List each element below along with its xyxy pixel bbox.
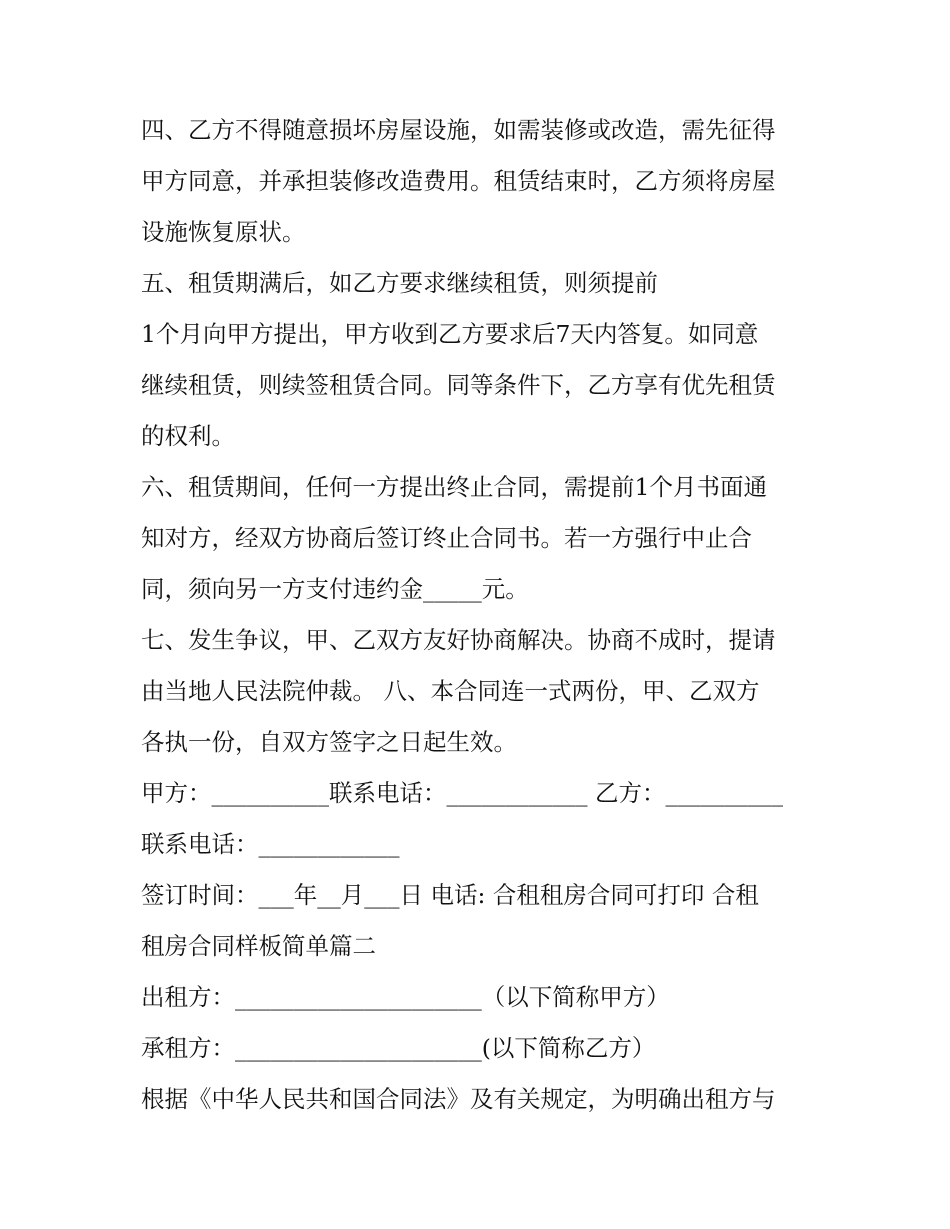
text-line: 甲方同意，并承担装修改造费用。租赁结束时，乙方须将房屋 bbox=[141, 167, 776, 195]
text-line: 知对方，经双方协商后签订终止合同书。若一方强行中止合 bbox=[141, 524, 752, 552]
section-title-line: 租房合同样板简单篇二 bbox=[141, 932, 376, 960]
signature-line-party-a-b: 甲方：__________联系电话：____________ 乙方：__________ bbox=[141, 779, 783, 807]
text-line: 继续租赁，则续签租赁合同。同等条件下，乙方享有优先租赁 bbox=[141, 371, 776, 399]
document-body bbox=[141, 105, 821, 1125]
lessor-line: 出租方：_____________________（以下简称甲方） bbox=[141, 983, 670, 1011]
text-line: 根据《中华人民共和国合同法》及有关规定，为明确出租方与 bbox=[141, 1085, 776, 1113]
text-line: 四、乙方不得随意损坏房屋设施，如需装修或改造，需先征得 bbox=[141, 116, 776, 144]
text-line: 设施恢复原状。 bbox=[141, 218, 306, 246]
signature-line-phone: 联系电话：____________ bbox=[141, 830, 400, 858]
text-line: 各执一份，自双方签字之日起生效。 bbox=[141, 728, 517, 756]
text-line: 由当地人民法院仲裁。 八、本合同连一式两份，甲、乙双方 bbox=[141, 677, 760, 705]
text-line: 的权利。 bbox=[141, 422, 235, 450]
text-line: 七、发生争议，甲、乙双方友好协商解决。协商不成时，提请 bbox=[141, 626, 776, 654]
text-line: 1个月向甲方提出，甲方收到乙方要求后7天内答复。如同意 bbox=[141, 320, 759, 348]
lessee-line: 承租方：_____________________(以下简称乙方） bbox=[141, 1034, 656, 1062]
text-line: 五、租赁期满后，如乙方要求继续租赁，则须提前 bbox=[141, 269, 658, 297]
text-line: 六、租赁期间，任何一方提出终止合同，需提前1个月书面通 bbox=[141, 473, 767, 501]
signing-date-line: 签订时间：___年__月___日 电话: 合租租房合同可打印 合租 bbox=[141, 881, 759, 909]
text-line: 同，须向另一方支付违约金_____元。 bbox=[141, 575, 529, 603]
